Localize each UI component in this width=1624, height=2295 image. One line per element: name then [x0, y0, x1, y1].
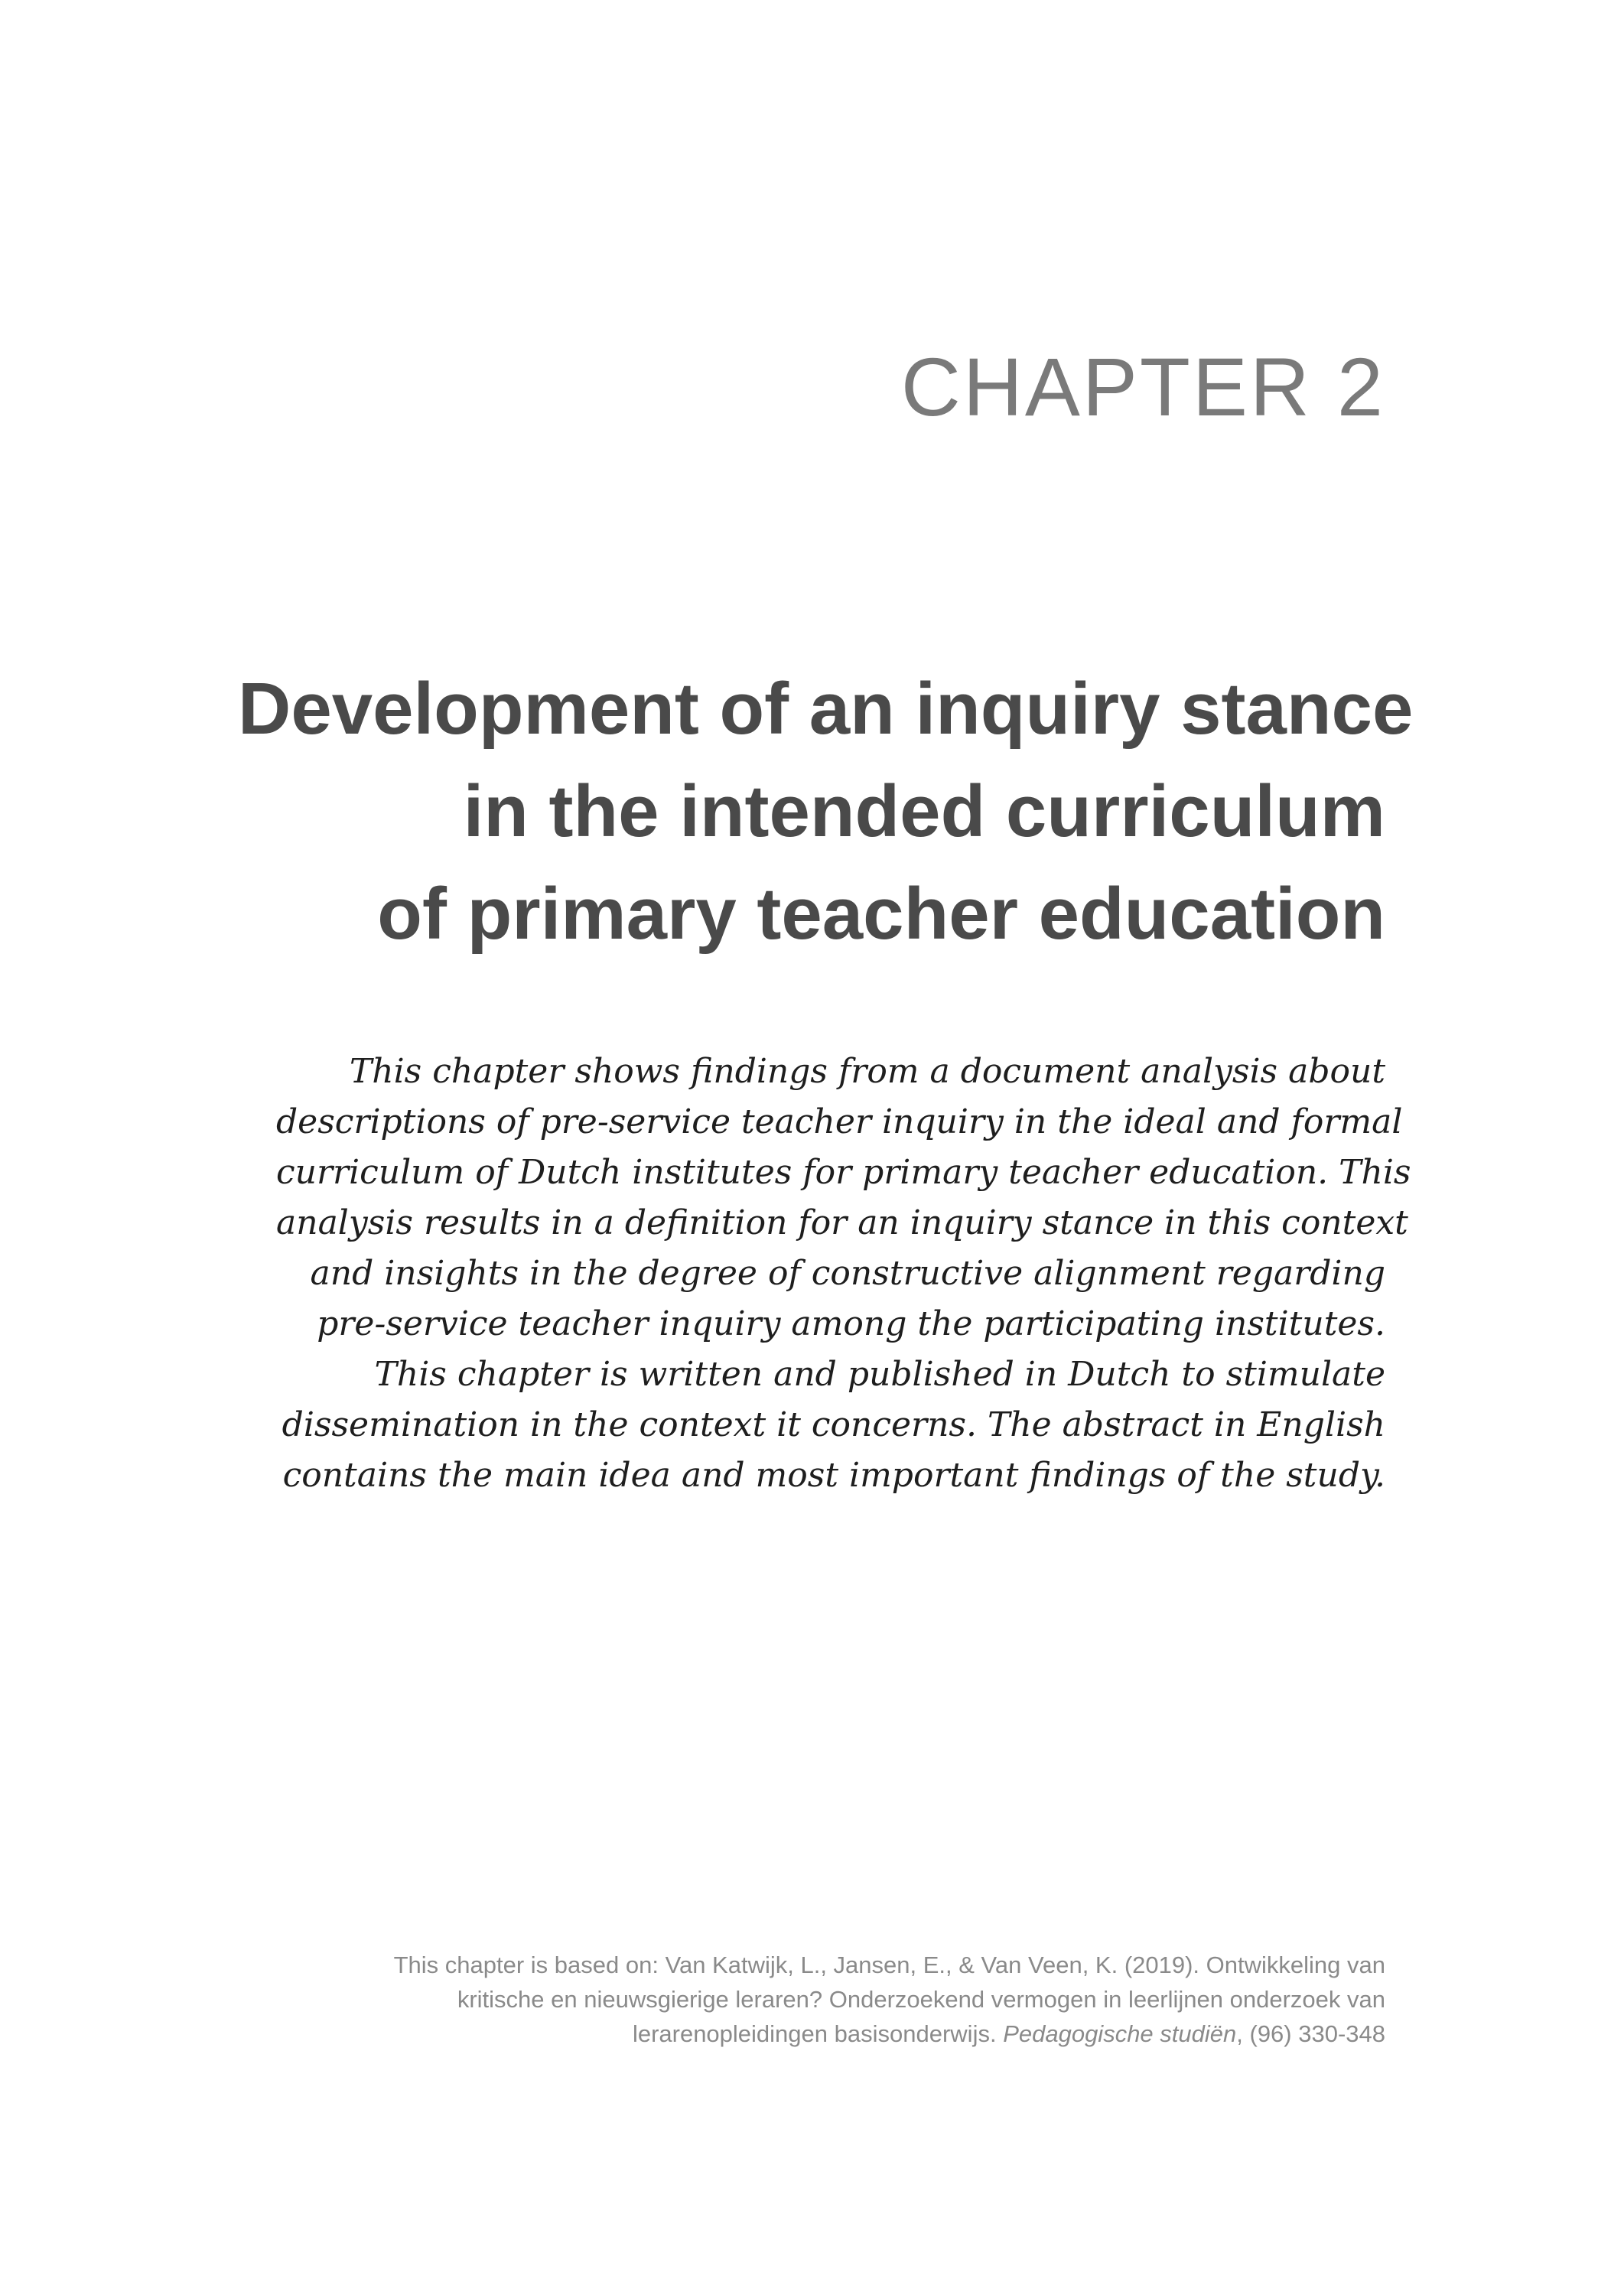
citation-line	[238, 2017, 1385, 2051]
source-citation-note	[238, 1948, 1385, 2051]
abstract-line: contains the main idea and most important findings of the study.	[282, 1456, 1385, 1495]
chapter-title-line: of primary teacher education	[377, 873, 1385, 955]
chapter-label: CHAPTER 2	[900, 340, 1385, 433]
citation-volume-pages: , (96) 330-348	[1236, 2020, 1385, 2047]
abstract-line: and insights in the degree of constructive alignment regarding	[310, 1254, 1385, 1293]
citation-line: This chapter is based on: Van Katwijk, L., Jansen, E., & Van Veen, K. (2019). Ontwikkeling van	[393, 1952, 1385, 1978]
citation-text: lerarenopleidingen basisonderwijs.	[632, 2020, 1004, 2047]
abstract-line: descriptions of pre-service teacher inquiry in the ideal and formal	[276, 1102, 1403, 1141]
citation-line: kritische en nieuwsgierige leraren? Onderzoekend vermogen in leerlijnen onderzoek van	[457, 1986, 1385, 2013]
abstract-line: This chapter shows findings from a document analysis about	[349, 1052, 1385, 1091]
chapter-title-line: Development of an inquiry stance	[238, 668, 1414, 750]
abstract-line: dissemination in the context it concerns. The abstract in English	[282, 1405, 1385, 1444]
abstract-line: analysis results in a definition for an inquiry stance in this context	[276, 1203, 1408, 1242]
abstract-line: curriculum of Dutch institutes for primary teacher education. This	[276, 1153, 1411, 1192]
abstract-line: This chapter is written and published in Dutch to stimulate	[374, 1355, 1385, 1394]
abstract-line: pre-service teacher inquiry among the participating institutes.	[317, 1304, 1385, 1343]
chapter-title	[238, 658, 1414, 965]
chapter-abstract	[276, 1047, 1411, 1501]
chapter-title-line: in the intended curriculum	[463, 770, 1385, 852]
journal-name: Pedagogische studiën	[1003, 2020, 1237, 2047]
